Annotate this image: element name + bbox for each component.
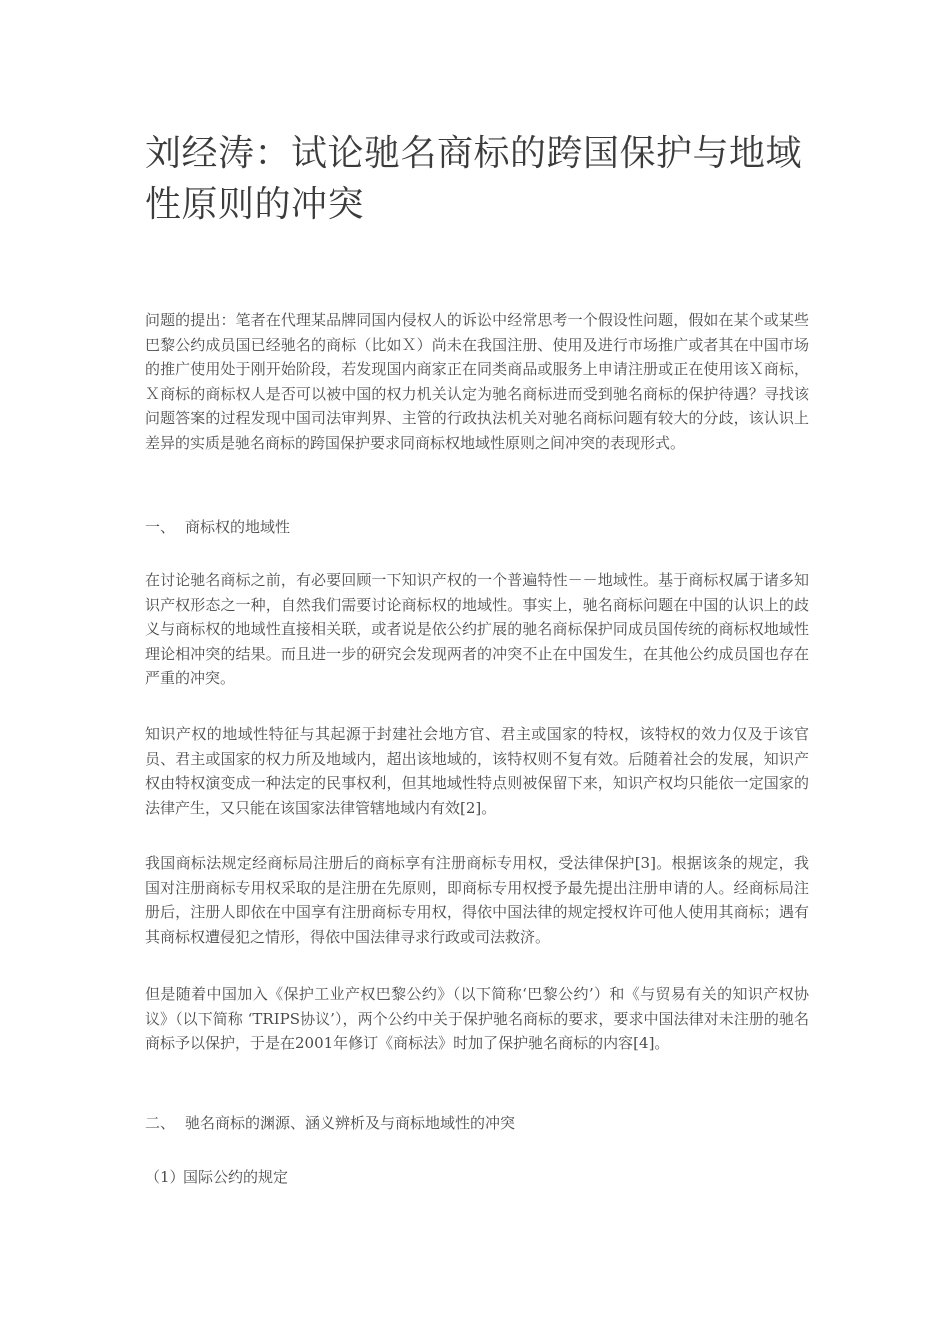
section-number: 二、 [145,1114,176,1132]
section1-paragraph-2: 知识产权的地域性特征与其起源于封建社会地方官、君主或国家的特权，该特权的效力仅及于该官员、君主或国家的权力所及地域内，超出该地域的，该特权则不复有效。后随着社会的发展，知识产权由特权演变成一种法定的民事权利，但其地域性特点则被保留下来，知识产权均只能依一定国家的法律产生，又只能在该国家法律管辖地域内有效[2]。 [145,725,809,817]
subsection-heading-1 [145,1165,288,1189]
section1-paragraph-3: 我国商标法规定经商标局注册后的商标享有注册商标专用权，受法律保护[3]。根据该条的规定，我国对注册商标专用权采取的是注册在先原则，即商标专用权授予最先提出注册申请的人。经商标局注册后，注册人即依在中国享有注册商标专用权，得依中国法律的规定授权许可他人使用其商标；遇有其商标权遭侵犯之情形，得依中国法律寻求行政或司法救济。 [145,854,809,946]
section-heading-1 [145,515,290,539]
section-number: 一、 [145,518,176,536]
section1-paragraph-4: 但是随着中国加入《保护工业产权巴黎公约》（以下简称‘巴黎公约’）和《与贸易有关的知识产权协议》（以下简称 ‘TRIPS协议’），两个公约中关于保护驰名商标的要求，要求中国法律对未注册的驰名商标予以保护，于是在2001年修订《商标法》时加了保护驰名商标的内容[4]。 [145,985,809,1052]
section-title: 驰名商标的渊源、涵义辨析及与商标地域性的冲突 [185,1114,516,1132]
section1-paragraph-1: 在讨论驰名商标之前，有必要回顾一下知识产权的一个普遍特性－－地域性。基于商标权属于诸多知识产权形态之一种，自然我们需要讨论商标权的地域性。事实上，驰名商标问题在中国的认识上的歧义与商标权的地域性直接相关联，或者说是依公约扩展的驰名商标保护同成员国传统的商标权地域性理论相冲突的结果。而且进一步的研究会发现两者的冲突不止在中国发生，在其他公约成员国也存在严重的冲突。 [145,571,809,687]
intro-paragraph: 问题的提出：笔者在代理某品牌同国内侵权人的诉讼中经常思考一个假设性问题，假如在某个或某些巴黎公约成员国已经驰名的商标（比如Ｘ）尚未在我国注册、使用及进行市场推广或者其在中国市场的推广使用处于刚开始阶段，若发现国内商家正在同类商品或服务上申请注册或正在使用该Ｘ商标，Ｘ商标的商标权人是否可以被中国的权力机关认定为驰名商标进而受到驰名商标的保护待遇？寻找该问题答案的过程发现中国司法审判界、主管的行政执法机关对驰名商标问题有较大的分歧，该认识上差异的实质是驰名商标的跨国保护要求同商标权地域性原则之间冲突的表现形式。 [145,311,809,452]
section-heading-2 [145,1111,515,1135]
page-title: 刘经涛：试论驰名商标的跨国保护与地域性原则的冲突 [145,133,803,225]
subsection-title: 国际公约的规定 [183,1168,289,1186]
section-title: 商标权的地域性 [185,518,291,536]
subsection-number: （1） [145,1168,185,1186]
